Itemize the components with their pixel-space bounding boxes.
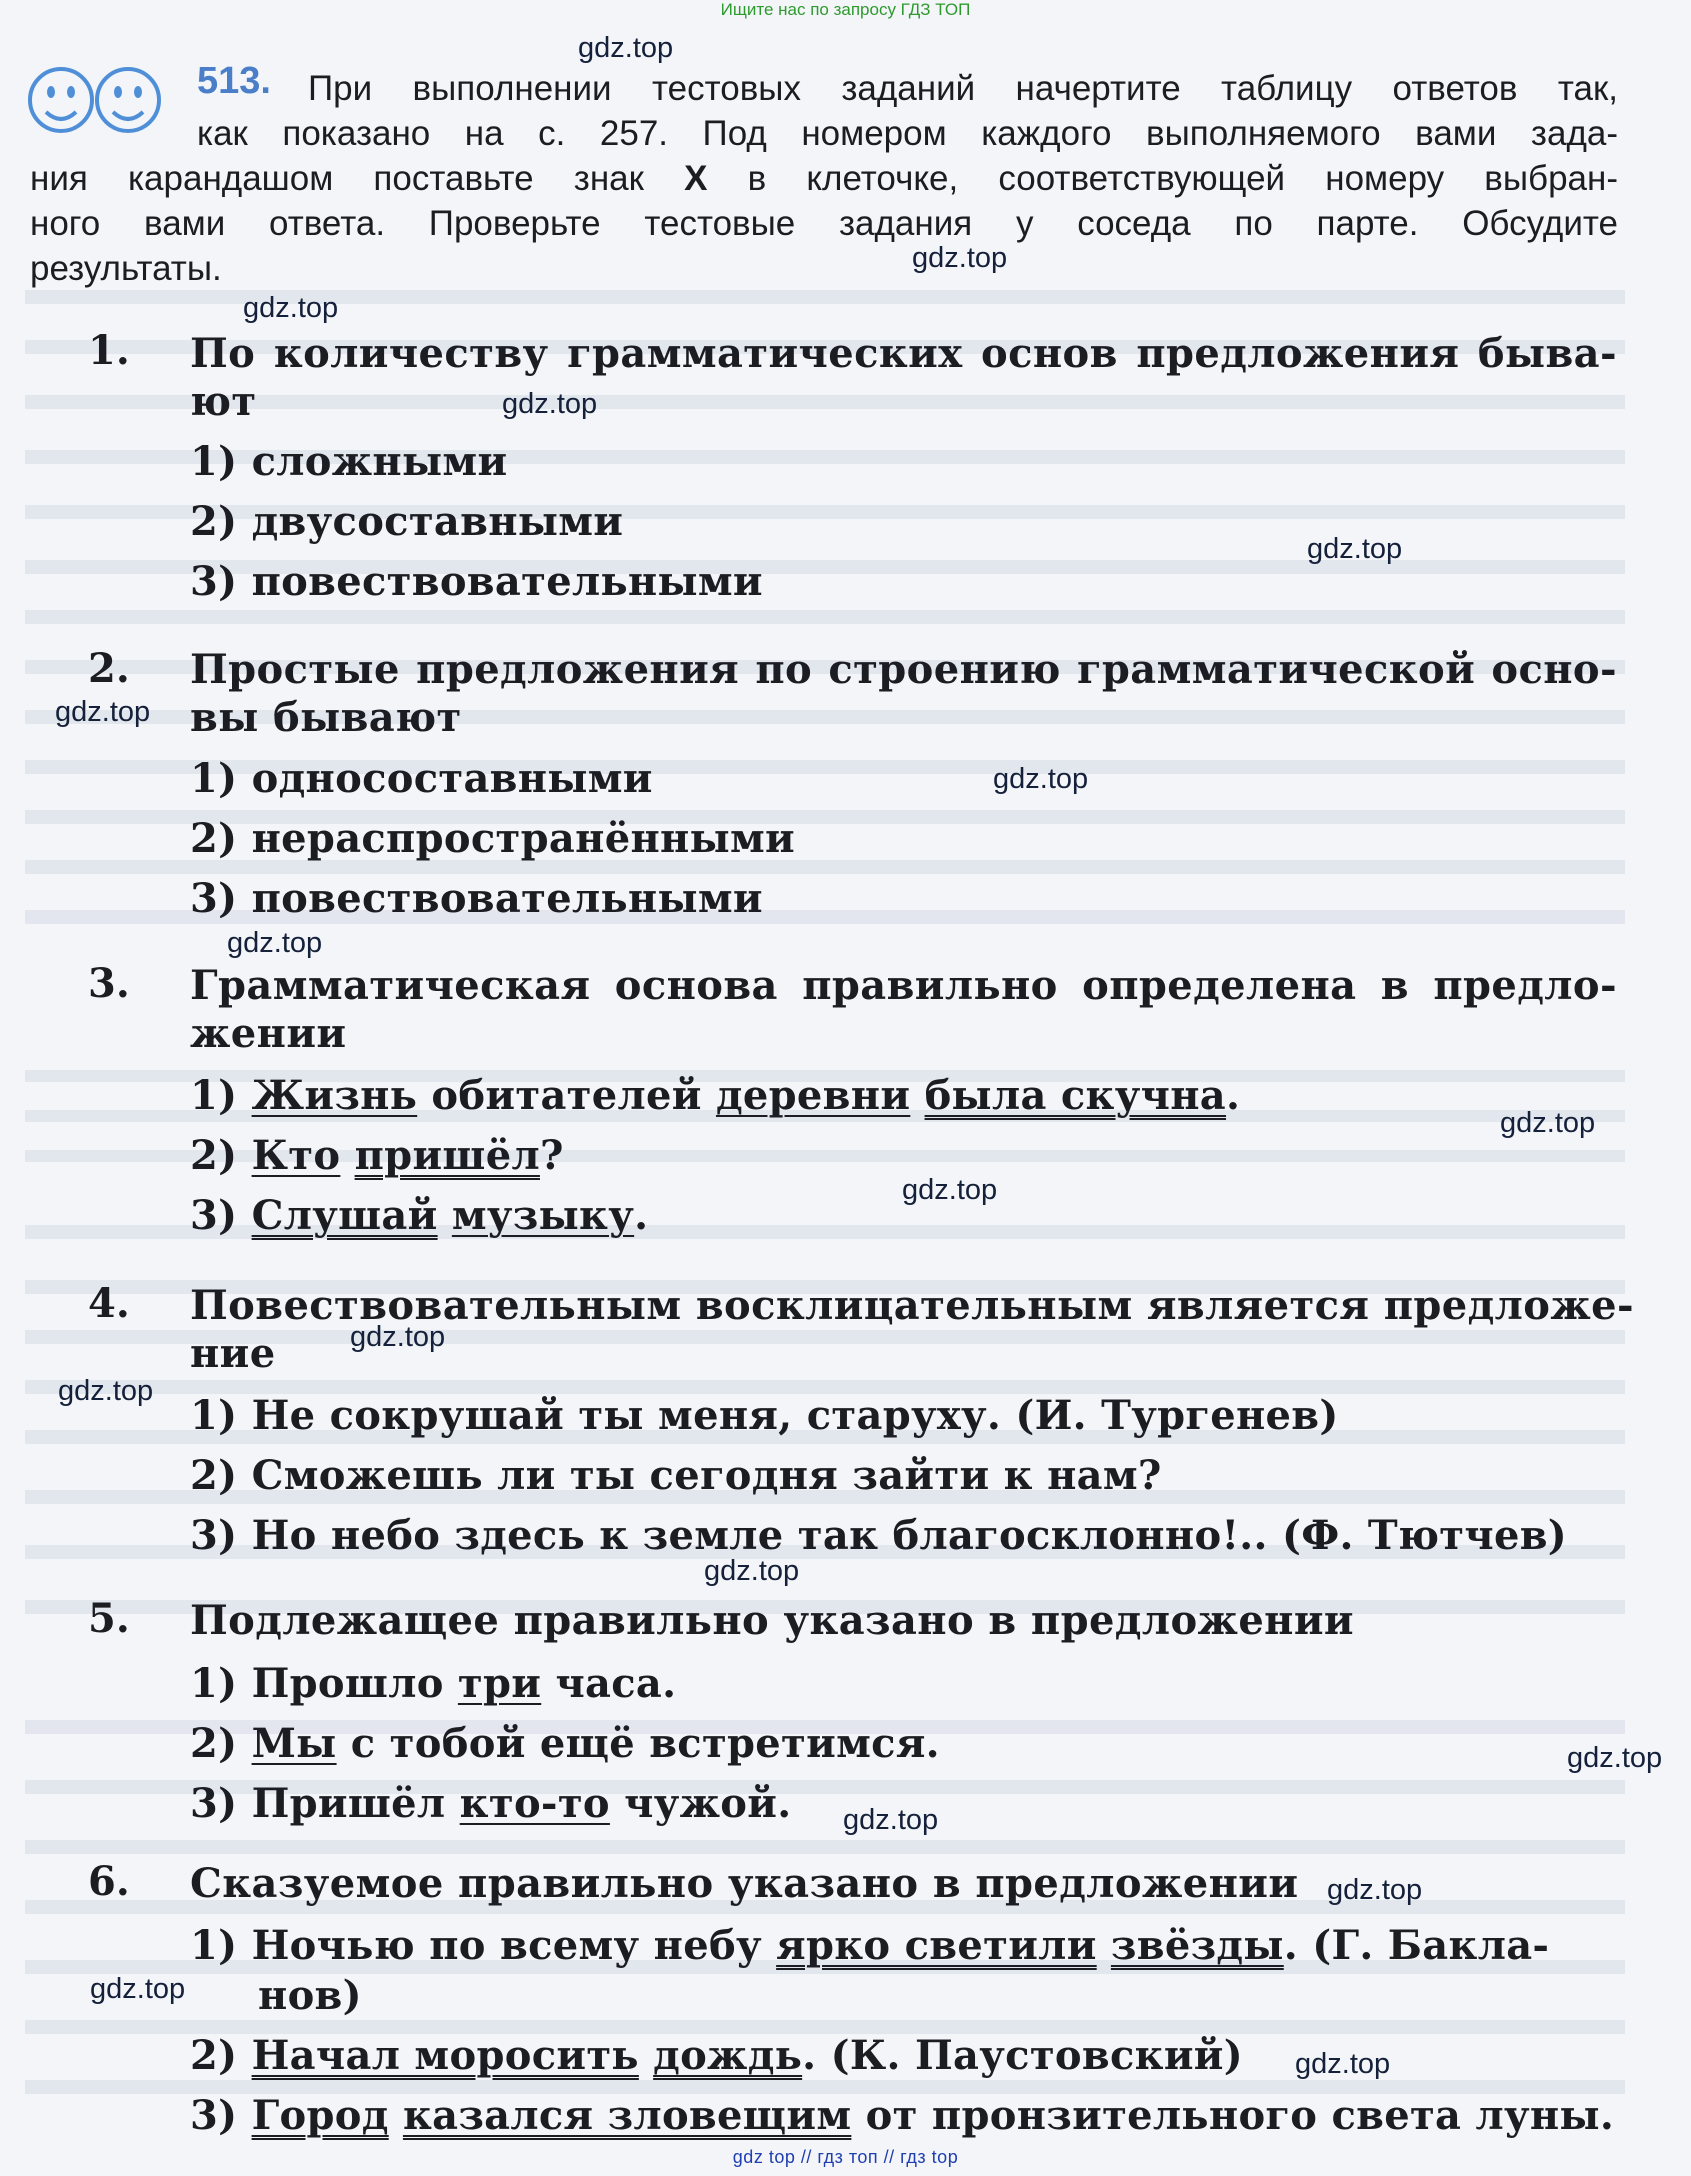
watermark-label: gdz.top	[58, 1375, 154, 1407]
underlined-word: музыку	[451, 1192, 635, 1239]
question-text: ют	[190, 378, 257, 425]
option-text: нов)	[258, 1972, 362, 2019]
option-text: 1) Ночью по всему небу	[190, 1922, 777, 1969]
option-text: 3) Но небо здесь к земле так благосклонно!.. (Ф. Тютчев)	[190, 1512, 1568, 1559]
watermark-label: gdz.top	[1327, 1874, 1423, 1906]
search-hint: Ищите нас по запросу ГДЗ ТОП	[720, 0, 971, 19]
question-number: 1.	[88, 327, 130, 374]
underlined-word: пришёл	[354, 1132, 540, 1179]
option-text: чужой.	[609, 1780, 792, 1827]
answer-option	[190, 1922, 1549, 1970]
question-number: 3.	[88, 960, 130, 1007]
option-text: . (Г. Бакла-	[1283, 1922, 1550, 1969]
option-text: нераспространёнными	[251, 815, 796, 862]
underlined-word: Слушай	[251, 1192, 438, 1239]
watermark-label: gdz.top	[843, 1804, 939, 1836]
option-text: 2)	[190, 2032, 252, 2079]
option-text	[340, 1132, 354, 1179]
option-text: . (К. Паустовский)	[802, 2032, 1243, 2079]
question-text: Подлежащее правильно указано в предложении	[190, 1597, 1354, 1644]
answer-option	[190, 1072, 1240, 1120]
watermark-label: gdz.top	[578, 32, 674, 64]
underlined-word: казался зловещим	[402, 2092, 852, 2139]
option-text: 3)	[190, 2092, 252, 2139]
underlined-word: Мы	[251, 1720, 337, 1767]
answer-option	[258, 1972, 362, 2020]
watermark-label: gdz.top	[1567, 1742, 1663, 1774]
answer-option	[190, 1392, 1339, 1440]
option-text: ?	[539, 1132, 564, 1179]
answer-option	[190, 875, 763, 923]
option-text: 3)	[190, 1192, 252, 1239]
question-text: вы бывают	[190, 694, 462, 741]
underlined-word: ярко светили	[776, 1922, 1097, 1969]
option-text	[1097, 1922, 1111, 1969]
option-text	[389, 2092, 403, 2139]
option-text: 2)	[190, 1720, 252, 1767]
underlined-word: Кто	[251, 1132, 341, 1179]
option-text: двусоставными	[251, 498, 624, 545]
watermark-label: gdz.top	[502, 388, 598, 420]
instruction-text: в клеточке, соответствующей номеру выбран-	[707, 159, 1618, 198]
option-text: .	[1226, 1072, 1241, 1119]
answer-option	[190, 558, 763, 606]
watermark-label: gdz.top	[993, 763, 1089, 795]
option-text: 2)	[190, 815, 252, 862]
option-text: 1) Не сокрушай ты меня, старуху. (И. Тургенев)	[190, 1392, 1339, 1439]
watermark-label: gdz.top	[912, 242, 1008, 274]
underlined-word: три	[457, 1660, 542, 1707]
question-number: 2.	[88, 645, 130, 692]
question-number: 5.	[88, 1595, 130, 1642]
answer-option	[190, 1720, 940, 1768]
watermark-label: gdz.top	[243, 292, 339, 324]
footer-note: gdz top // гдз топ // гдз top	[732, 2147, 959, 2167]
option-text: с тобой ещё встретимся.	[336, 1720, 940, 1767]
watermark-label: gdz.top	[1307, 533, 1403, 565]
option-text: 3)	[190, 558, 252, 605]
option-text	[910, 1072, 924, 1119]
underlined-word: звёзды	[1110, 1922, 1284, 1969]
watermark-label: gdz.top	[55, 696, 151, 728]
underlined-word: Жизнь	[251, 1072, 418, 1119]
question-text: По количеству грамматических основ предложения быва-	[190, 330, 1617, 377]
watermark-label: gdz.top	[902, 1174, 998, 1206]
answer-option	[190, 1780, 791, 1828]
question-text: ние	[190, 1330, 276, 1377]
underlined-word: Начал моросить	[251, 2032, 639, 2079]
instruction-line: результаты.	[30, 249, 222, 288]
answer-option	[190, 1192, 648, 1240]
watermark-label: gdz.top	[1295, 2048, 1391, 2080]
question-text: Грамматическая основа правильно определена в предло-	[190, 962, 1617, 1009]
question-text: Простые предложения по строению грамматической осно-	[190, 646, 1617, 693]
watermark-label: gdz.top	[350, 1321, 446, 1353]
option-text: обитателей	[417, 1072, 716, 1119]
answer-option	[190, 815, 795, 863]
underlined-word: кто-то	[459, 1780, 610, 1827]
option-text: 1)	[190, 755, 252, 802]
option-text: 2)	[190, 498, 252, 545]
option-text: 1)	[190, 438, 252, 485]
answer-option	[190, 2092, 1614, 2140]
option-text: сложными	[251, 438, 508, 485]
instruction-line	[30, 156, 1618, 201]
instruction-line: как показано на с. 257. Под номером каждого выполняемого вами зада-	[197, 114, 1618, 153]
smiley-faces-icon	[25, 62, 165, 140]
question-text: Сказуемое правильно указано в предложении	[190, 1860, 1299, 1907]
option-text: повествовательными	[251, 875, 763, 922]
underlined-word: Город	[251, 2092, 389, 2139]
option-text: 2)	[190, 1132, 252, 1179]
question-text: Повествовательным восклицательным является предложе-	[190, 1282, 1634, 1329]
mark-symbol: X	[684, 159, 708, 198]
option-text: 1) Прошло	[190, 1660, 458, 1707]
watermark-label: gdz.top	[90, 1973, 186, 2005]
option-text: повествовательными	[251, 558, 763, 605]
answer-option	[190, 755, 653, 803]
option-text: 3) Пришёл	[190, 1780, 460, 1827]
option-text: 2) Сможешь ли ты сегодня зайти к нам?	[190, 1452, 1162, 1499]
question-text: жении	[190, 1010, 347, 1057]
option-text	[639, 2032, 653, 2079]
watermark-label: gdz.top	[227, 927, 323, 959]
exercise-number: 513.	[197, 60, 271, 102]
instruction-text: ния карандашом поставьте знак	[30, 159, 685, 198]
option-text	[438, 1192, 452, 1239]
answer-option	[190, 1512, 1567, 1560]
answer-option	[190, 438, 507, 486]
instruction-line: ного вами ответа. Проверьте тестовые задания у соседа по парте. Обсудите	[30, 204, 1618, 243]
question-number: 4.	[88, 1280, 130, 1327]
answer-option	[190, 1452, 1162, 1500]
option-text: 3)	[190, 875, 252, 922]
answer-option	[190, 2032, 1243, 2080]
underlined-word: была скучна	[924, 1072, 1227, 1119]
watermark-label: gdz.top	[1500, 1107, 1596, 1139]
option-text: 1)	[190, 1072, 252, 1119]
option-text: .	[634, 1192, 649, 1239]
option-text: от пронзительного света луны.	[851, 2092, 1615, 2139]
question-number: 6.	[88, 1858, 130, 1905]
answer-option	[190, 498, 623, 546]
answer-option	[190, 1660, 676, 1708]
instruction-line: При выполнении тестовых заданий начертите таблицу ответов так,	[308, 69, 1618, 108]
watermark-label: gdz.top	[704, 1555, 800, 1587]
option-text: часа.	[541, 1660, 677, 1707]
underlined-word: деревни	[715, 1072, 911, 1119]
answer-option	[190, 1132, 564, 1180]
underlined-word: дождь	[653, 2032, 803, 2079]
option-text: односоставными	[251, 755, 653, 802]
